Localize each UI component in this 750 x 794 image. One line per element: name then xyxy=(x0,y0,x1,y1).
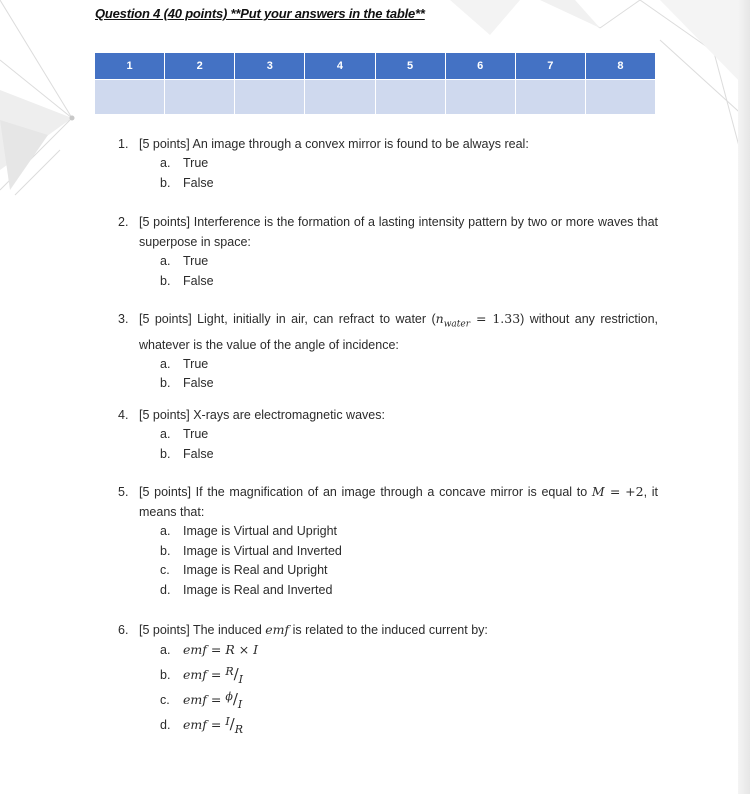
option-list xyxy=(160,252,658,291)
option-a[interactable]: a. True xyxy=(160,356,209,371)
option-d[interactable]: d. emf = I/R xyxy=(160,715,244,736)
header-cell-5: 5 xyxy=(375,53,445,80)
math-emf: emf xyxy=(265,622,290,637)
header-cell-3: 3 xyxy=(235,53,305,80)
answer-cell-7[interactable] xyxy=(515,80,585,115)
question-number: 2. xyxy=(118,215,129,229)
question-4 xyxy=(118,405,658,464)
question-1 xyxy=(118,134,658,193)
question-text: [5 points] An image through a convex mirror is found to be always real: xyxy=(139,137,529,151)
question-text: [5 points] X-rays are electromagnetic waves: xyxy=(139,408,385,422)
page-edge-shadow xyxy=(738,0,750,794)
question-title: Question 4 (40 points) **Put your answers in the table** xyxy=(95,6,425,21)
option-a[interactable]: a. True xyxy=(160,427,209,441)
header-cell-6: 6 xyxy=(445,53,515,80)
answer-cell-1[interactable] xyxy=(95,80,165,115)
answer-cell-8[interactable] xyxy=(585,80,655,115)
answer-cell-2[interactable] xyxy=(165,80,235,115)
option-list xyxy=(160,355,658,394)
option-c[interactable]: c. Image is Real and Upright xyxy=(160,563,328,577)
option-b[interactable]: b. False xyxy=(160,273,214,288)
question-number: 4. xyxy=(118,408,129,422)
answer-cell-4[interactable] xyxy=(305,80,375,115)
answer-cell-3[interactable] xyxy=(235,80,305,115)
question-number: 6. xyxy=(118,623,129,637)
option-b[interactable]: b. False xyxy=(160,376,214,390)
option-a[interactable]: a. True xyxy=(160,254,209,268)
question-text: [5 points] Light, initially in air, can refract to water $(n_{water} = 1.33)$ without any restriction, whatever is the value of the angle of incidence: xyxy=(139,311,658,352)
question-2 xyxy=(118,212,658,291)
question-6 xyxy=(118,620,658,734)
question-number: 5. xyxy=(118,485,129,499)
answer-table-header-row xyxy=(95,53,656,80)
option-list xyxy=(160,522,658,600)
option-d[interactable]: d. Image is Real and Inverted xyxy=(160,582,333,597)
option-a[interactable]: a. emf = R × I xyxy=(160,642,259,657)
math-n-water: $n_{water} = 1.33$ xyxy=(435,311,521,330)
question-text: [5 points] If the magnification of an image through a concave mirror is equal to M = +2, it means that: xyxy=(139,484,659,519)
question-number: 3. xyxy=(118,312,129,326)
question-5 xyxy=(118,482,658,600)
option-b[interactable]: b. False xyxy=(160,446,214,461)
header-cell-2: 2 xyxy=(165,53,235,80)
option-b[interactable]: b. False xyxy=(160,175,214,190)
answer-cell-5[interactable] xyxy=(375,80,445,115)
option-list xyxy=(160,154,658,193)
header-cell-8: 8 xyxy=(585,53,655,80)
question-number: 1. xyxy=(118,137,129,151)
answer-table xyxy=(94,52,656,115)
answer-cell-6[interactable] xyxy=(445,80,515,115)
answer-table-input-row xyxy=(95,80,656,115)
option-a[interactable]: a. True xyxy=(160,156,209,170)
question-text: [5 points] The induced emf is related to the induced current by: xyxy=(139,622,488,637)
option-list xyxy=(160,425,658,464)
header-cell-4: 4 xyxy=(305,53,375,80)
option-a[interactable]: a. Image is Virtual and Upright xyxy=(160,524,338,538)
option-c[interactable]: c. emf = ϕ/I xyxy=(160,690,243,711)
option-b[interactable]: b. emf = R/I xyxy=(160,665,244,686)
question-text: [5 points] Interference is the formation of a lasting intensity pattern by two or more waves that superpose in space: xyxy=(139,215,658,249)
math-magnification: M = xyxy=(591,484,621,499)
question-3 xyxy=(118,309,658,394)
option-list xyxy=(160,640,658,734)
header-cell-1: 1 xyxy=(95,53,165,80)
option-b[interactable]: b. Image is Virtual and Inverted xyxy=(160,543,342,558)
header-cell-7: 7 xyxy=(515,53,585,80)
